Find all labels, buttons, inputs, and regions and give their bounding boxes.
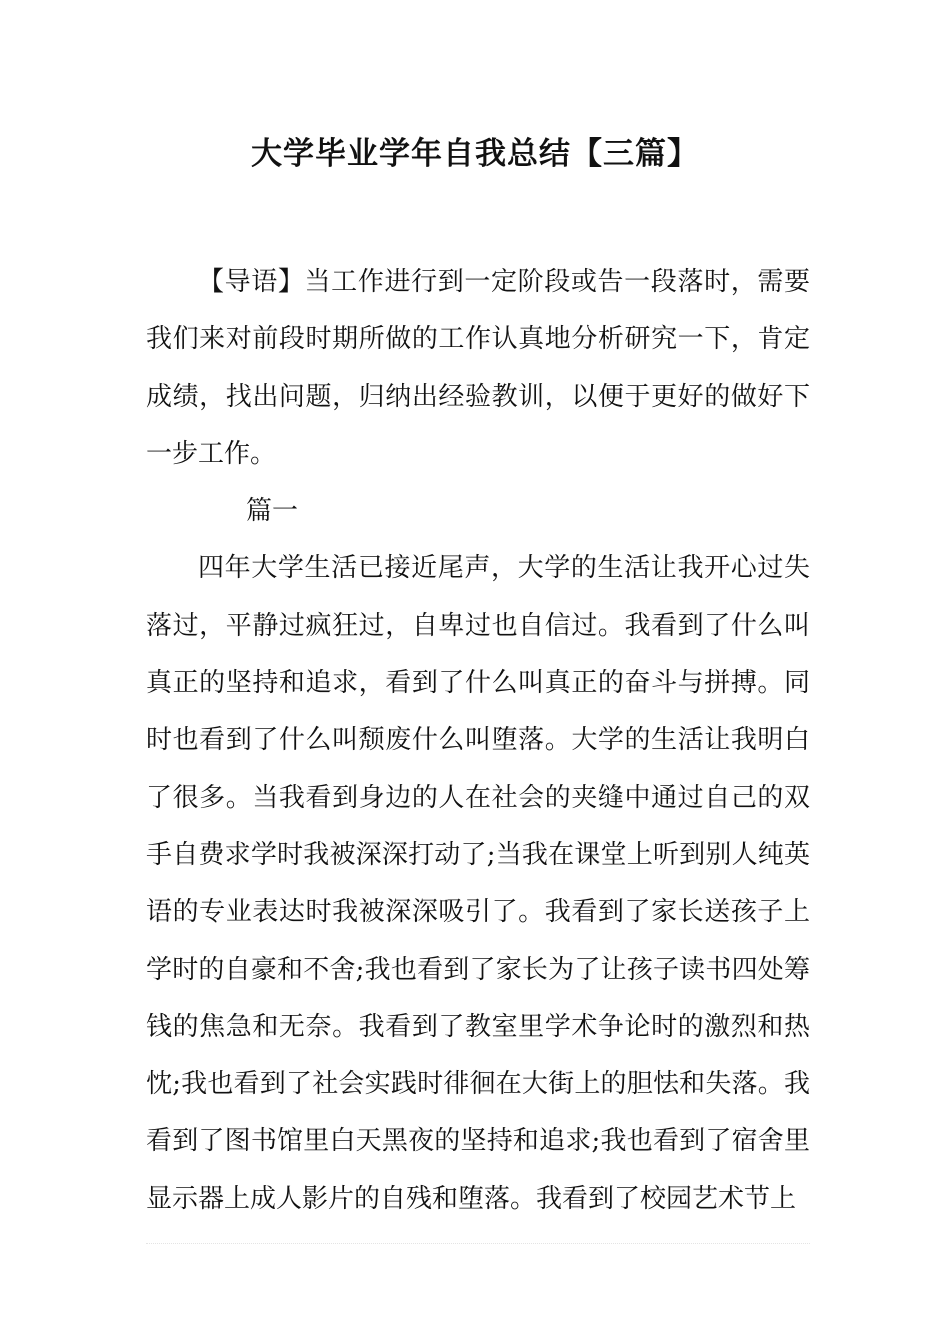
- body-paragraph: 四年大学生活已接近尾声，大学的生活让我开心过失落过，平静过疯狂过，自卑过也自信过。我看到了什么叫真正的坚持和追求，看到了什么叫真正的奋斗与拼搏。同时也看到了什么叫颓废什么叫堕落。大学的生活让我明白了很多。当我看到身边的人在社会的夹缝中通过自己的双手自费求学时我被深深打动了;当我在课堂上听到别人纯英语的专业表达时我被深深吸引了。我看到了家长送孩子上学时的自豪和不舍;我也看到了家长为了让孩子读书四处筹钱的焦急和无奈。我看到了教室里学术争论时的激烈和热忱;我也看到了社会实践时徘徊在大街上的胆怯和失落。我看到了图书馆里白天黑夜的坚持和追求;我也看到了宿舍里显示器上成人影片的自残和堕落。我看到了校园艺术节上: [146, 553, 810, 1214]
- section-heading: 篇一: [246, 496, 299, 527]
- document-body: [146, 254, 810, 1228]
- footer-divider: [146, 1243, 810, 1248]
- document-title: 大学毕业学年自我总结【三篇】: [251, 136, 699, 172]
- intro-paragraph: 【导语】当工作进行到一定阶段或告一段落时，需要我们来对前段时期所做的工作认真地分析研究一下，肯定成绩，找出问题，归纳出经验教训，以便于更好的做好下一步工作。: [146, 267, 810, 469]
